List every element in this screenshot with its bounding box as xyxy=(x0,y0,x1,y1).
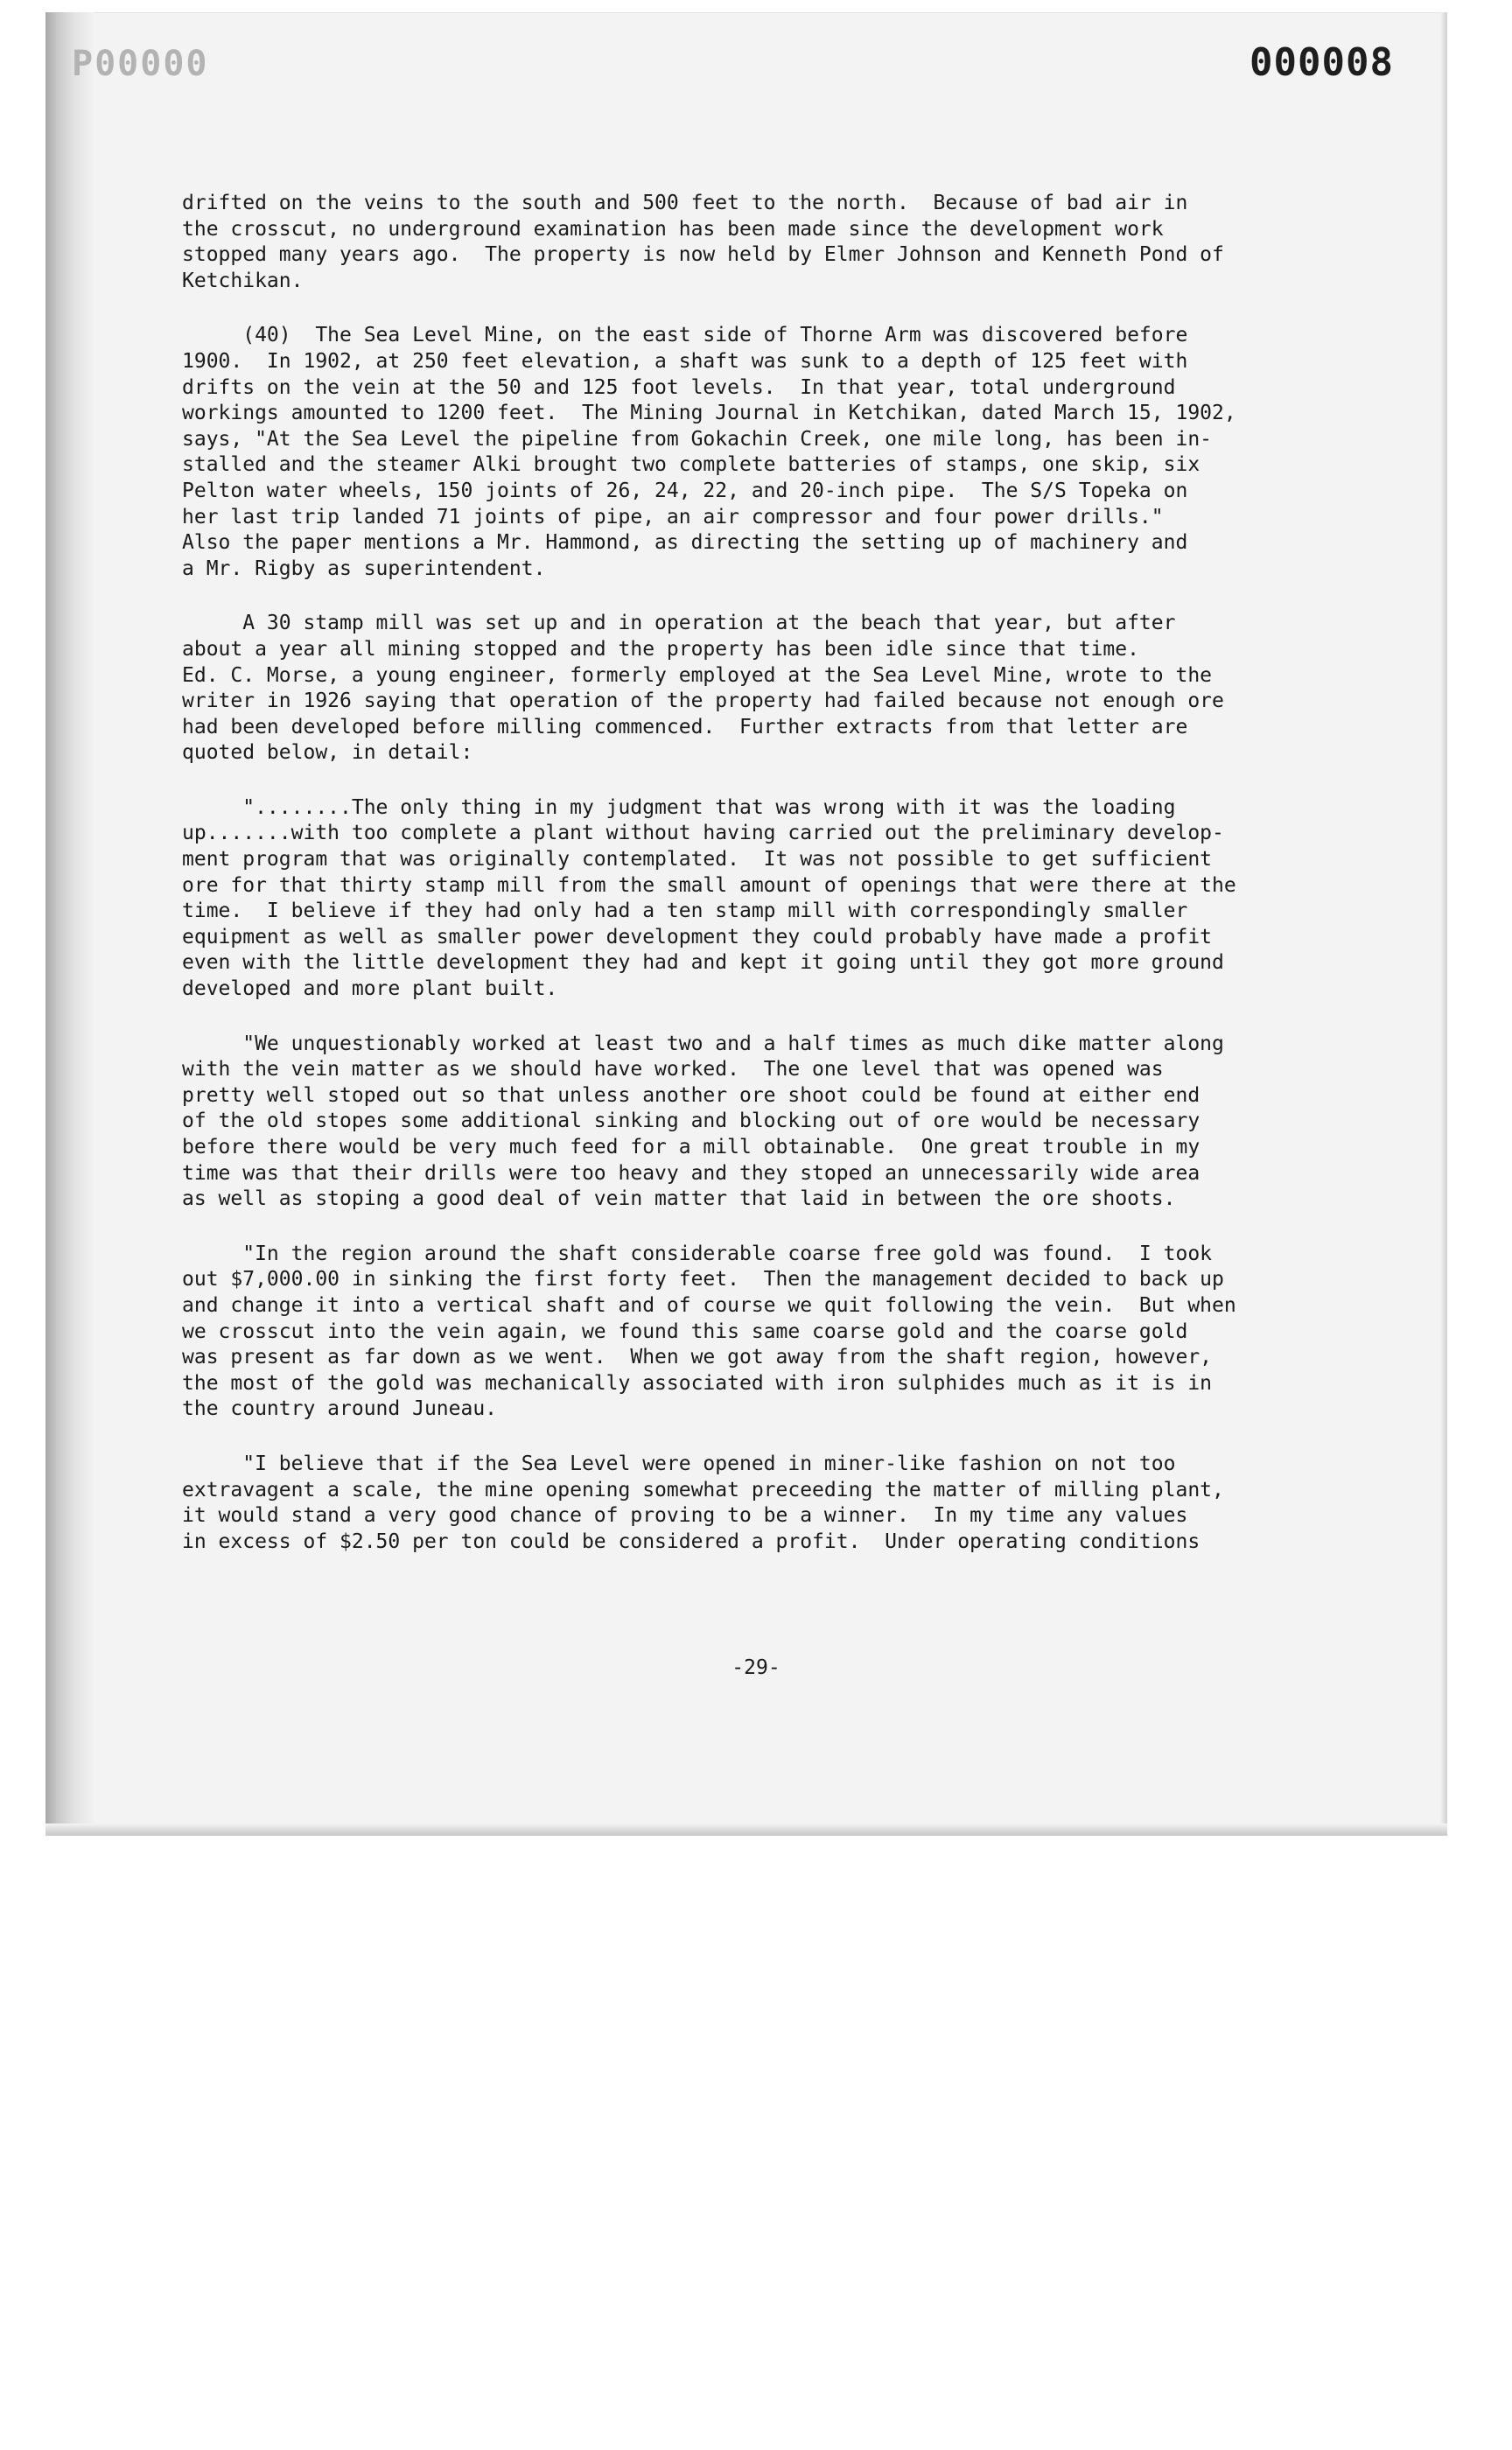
text-line: developed and more plant built. xyxy=(182,977,558,1001)
text-line: and change it into a vertical shaft and of course we quit following the vein. But when xyxy=(182,1293,1236,1317)
paragraph xyxy=(182,323,1346,582)
text-line: even with the little development they had and kept it going until they got more ground xyxy=(182,951,1224,975)
text-line: the most of the gold was mechanically associated with iron sulphides much as it is in xyxy=(182,1371,1213,1395)
text-line: 1900. In 1902, at 250 feet elevation, a shaft was sunk to a depth of 125 feet with xyxy=(182,349,1188,373)
text-line: pretty well stoped out so that unless another ore shoot could be found at either end xyxy=(182,1083,1200,1107)
text-line: the country around Juneau. xyxy=(182,1397,498,1421)
faded-page-stamp: P00000 xyxy=(72,44,209,84)
text-line: with the vein matter as we should have worked. The one level that was opened was xyxy=(182,1058,1164,1082)
text-line: time. I believe if they had only had a ten stamp mill with correspondingly smaller xyxy=(182,900,1188,923)
text-line: "In the region around the shaft considerable coarse free gold was found. I took xyxy=(182,1242,1213,1265)
text-line: we crosscut into the vein again, we found this same coarse gold and the coarse gold xyxy=(182,1320,1188,1343)
text-line: time was that their drills were too heavy and they stoped an unnecessarily wide area xyxy=(182,1161,1200,1185)
text-line: says, "At the Sea Level the pipeline from Gokachin Creek, one mile long, has been in- xyxy=(182,427,1213,451)
paragraph xyxy=(182,611,1346,766)
text-line: up.......with too complete a plant without having carried out the preliminary develop- xyxy=(182,822,1224,845)
text-line: about a year all mining stopped and the property has been idle since that time. xyxy=(182,637,1139,661)
paragraph xyxy=(182,1452,1346,1555)
page-number: -29- xyxy=(732,1656,780,1679)
text-line: A 30 stamp mill was set up and in operation at the beach that year, but after xyxy=(182,612,1176,635)
page-edge-bottom xyxy=(46,1824,1447,1836)
text-line: stalled and the steamer Alki brought two complete batteries of stamps, one skip, six xyxy=(182,453,1200,477)
text-line: had been developed before milling commenced. Further extracts from that letter are xyxy=(182,715,1188,738)
text-line: "I believe that if the Sea Level were opened in miner-like fashion on not too xyxy=(182,1452,1176,1475)
text-line: (40) The Sea Level Mine, on the east side of Thorne Arm was discovered before xyxy=(182,324,1188,347)
text-line: before there would be very much feed for a mill obtainable. One great trouble in my xyxy=(182,1136,1200,1158)
text-line: was present as far down as we went. When we got away from the shaft region, however, xyxy=(182,1346,1213,1369)
text-line: Ed. C. Morse, a young engineer, formerly employed at the Sea Level Mine, wrote to the xyxy=(182,663,1213,687)
text-line: it would stand a very good chance of proving to be a winner. In my time any values xyxy=(182,1504,1188,1528)
text-line: the crosscut, no underground examination has been made since the development work xyxy=(182,217,1164,241)
paragraph xyxy=(182,1242,1346,1423)
text-line: out $7,000.00 in sinking the first forty feet. Then the management decided to back up xyxy=(182,1268,1224,1292)
text-line: drifts on the vein at the 50 and 125 foot levels. In that year, total underground xyxy=(182,375,1176,399)
paragraph xyxy=(182,1032,1346,1213)
binding-shadow xyxy=(46,12,94,1836)
text-line: writer in 1926 saying that operation of the property had failed because not enough ore xyxy=(182,690,1224,713)
text-line: stopped many years ago. The property is now held by Elmer Johnson and Kenneth Pond of xyxy=(182,243,1224,267)
text-line: quoted below, in detail: xyxy=(182,741,473,765)
text-line: as well as stoping a good deal of vein matter that laid in between the ore shoots. xyxy=(182,1187,1176,1211)
text-line: equipment as well as smaller power development they could probably have made a profit xyxy=(182,925,1213,948)
text-line: ment program that was originally contemplated. It was not possible to get sufficient xyxy=(182,848,1213,872)
text-line: "........The only thing in my judgment that was wrong with it was the loading xyxy=(182,795,1176,819)
text-line: drifted on the veins to the south and 500 feet to the north. Because of bad air in xyxy=(182,192,1188,214)
text-line: in excess of $2.50 per ton could be considered a profit. Under operating conditions xyxy=(182,1530,1200,1553)
text-line: Ketchikan. xyxy=(182,269,304,292)
paragraph xyxy=(182,191,1346,294)
text-line: her last trip landed 71 joints of pipe, an air compressor and four power drills." xyxy=(182,505,1164,528)
text-line: "We unquestionably worked at least two and a half times as much dike matter along xyxy=(182,1032,1224,1055)
page-stamp-number: 000008 xyxy=(1250,40,1394,85)
paragraph xyxy=(182,795,1346,1003)
text-line: extravagent a scale, the mine opening somewhat preceeding the matter of milling plant, xyxy=(182,1478,1224,1502)
text-line: Also the paper mentions a Mr. Hammond, as directing the setting up of machinery and xyxy=(182,531,1188,555)
text-line: ore for that thirty stamp mill from the small amount of openings that were there at the xyxy=(182,873,1236,897)
body-text xyxy=(182,191,1346,1584)
text-line: workings amounted to 1200 feet. The Mining Journal in Ketchikan, dated March 15, 1902, xyxy=(182,402,1236,425)
text-line: a Mr. Rigby as superintendent. xyxy=(182,556,546,580)
text-line: of the old stopes some additional sinking and blocking out of ore would be necessary xyxy=(182,1110,1200,1133)
page-edge-right xyxy=(1440,12,1447,1836)
text-line: Pelton water wheels, 150 joints of 26, 24, 22, and 20-inch pipe. The S/S Topeka on xyxy=(182,479,1188,502)
